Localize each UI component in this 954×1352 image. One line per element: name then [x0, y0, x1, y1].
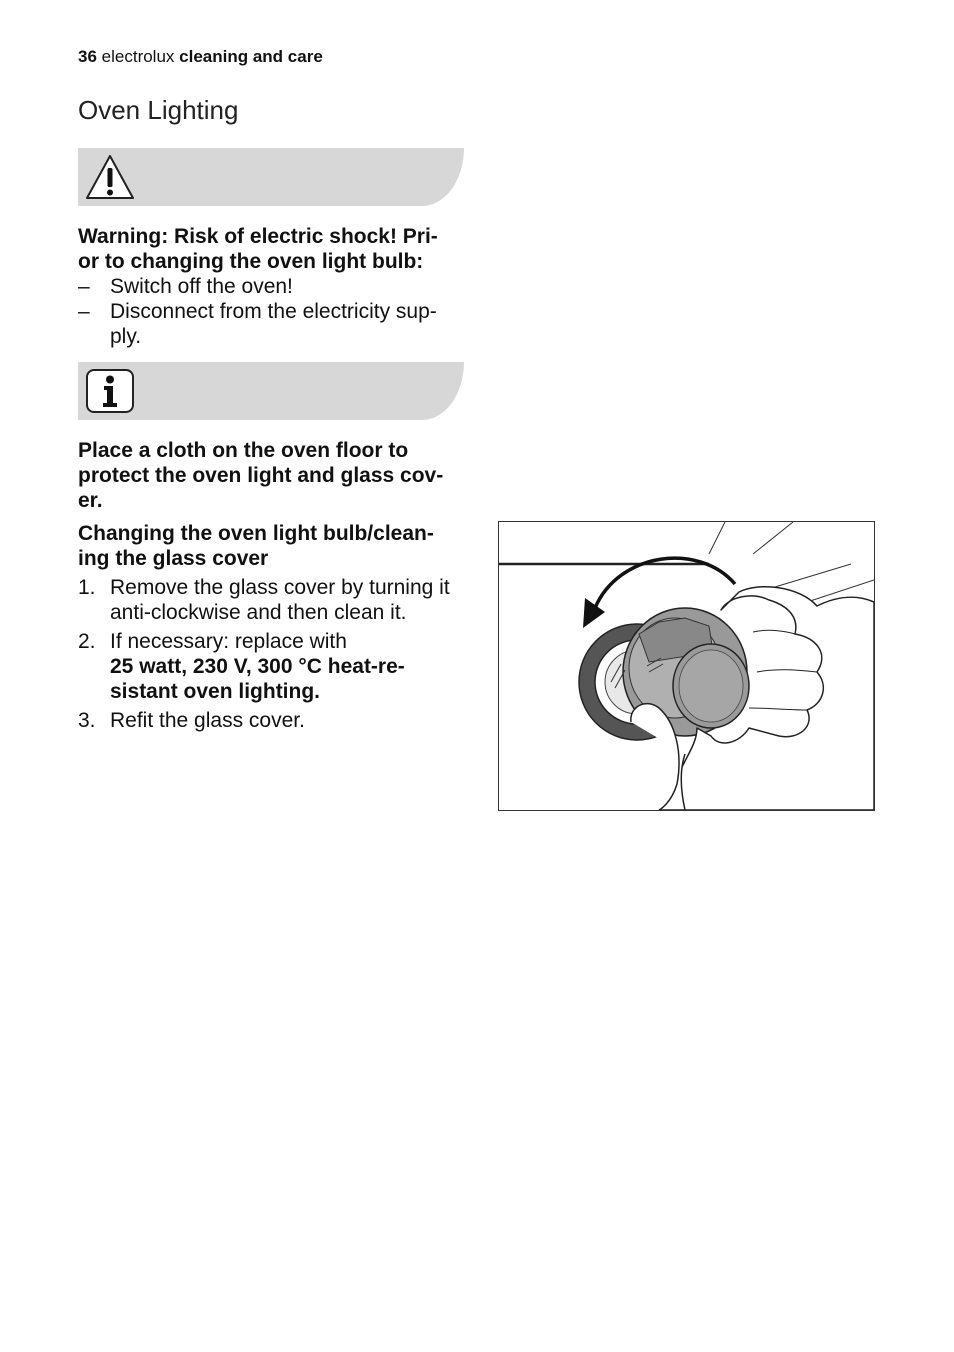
info-line-2: protect the oven light and glass cov- — [78, 464, 444, 487]
procedure-heading-line-2: ing the glass cover — [78, 547, 269, 570]
step-item — [78, 575, 468, 625]
list-item-text: ply. — [110, 325, 142, 348]
info-line-3: er. — [78, 489, 103, 512]
page-number: 36 — [78, 47, 97, 66]
brand-name: electrolux — [101, 47, 175, 66]
info-line-1: Place a cloth on the oven floor to — [78, 439, 409, 462]
step-text: If necessary: replace with — [110, 630, 347, 653]
list-item-text: Switch off the oven! — [110, 275, 293, 298]
step-number: 1. — [78, 576, 96, 599]
step-item — [78, 708, 468, 733]
step-text: anti-clockwise and then clean it. — [110, 601, 407, 624]
warning-triangle-icon — [84, 153, 136, 206]
step-number: 3. — [78, 709, 96, 732]
step-text: Remove the glass cover by turning it — [110, 576, 450, 599]
procedure-heading-line-1: Changing the oven light bulb/clean- — [78, 522, 434, 545]
list-item — [78, 299, 468, 349]
warning-text-block — [78, 224, 468, 349]
list-marker: – — [78, 300, 90, 323]
bulb-cover-illustration — [498, 521, 875, 811]
list-item — [78, 274, 468, 299]
step-number: 2. — [78, 630, 96, 653]
procedure-block — [78, 521, 468, 733]
list-item-text: Disconnect from the electricity sup- — [110, 300, 437, 323]
warning-banner — [78, 148, 464, 206]
page-header — [78, 47, 323, 67]
info-icon — [84, 367, 136, 420]
step-text-bold: sistant oven lighting. — [110, 680, 321, 703]
section-name: cleaning and care — [179, 47, 323, 66]
warning-line-2: or to changing the oven light bulb: — [78, 250, 424, 273]
info-banner — [78, 362, 464, 420]
step-text: Refit the glass cover. — [110, 709, 305, 732]
list-marker: – — [78, 275, 90, 298]
page-title: Oven Lighting — [78, 95, 239, 125]
step-text-bold: 25 watt, 230 V, 300 °C heat-re- — [110, 655, 405, 678]
warning-line-1: Warning: Risk of electric shock! Pri- — [78, 225, 438, 248]
info-text-block — [78, 438, 468, 513]
step-item — [78, 629, 468, 704]
